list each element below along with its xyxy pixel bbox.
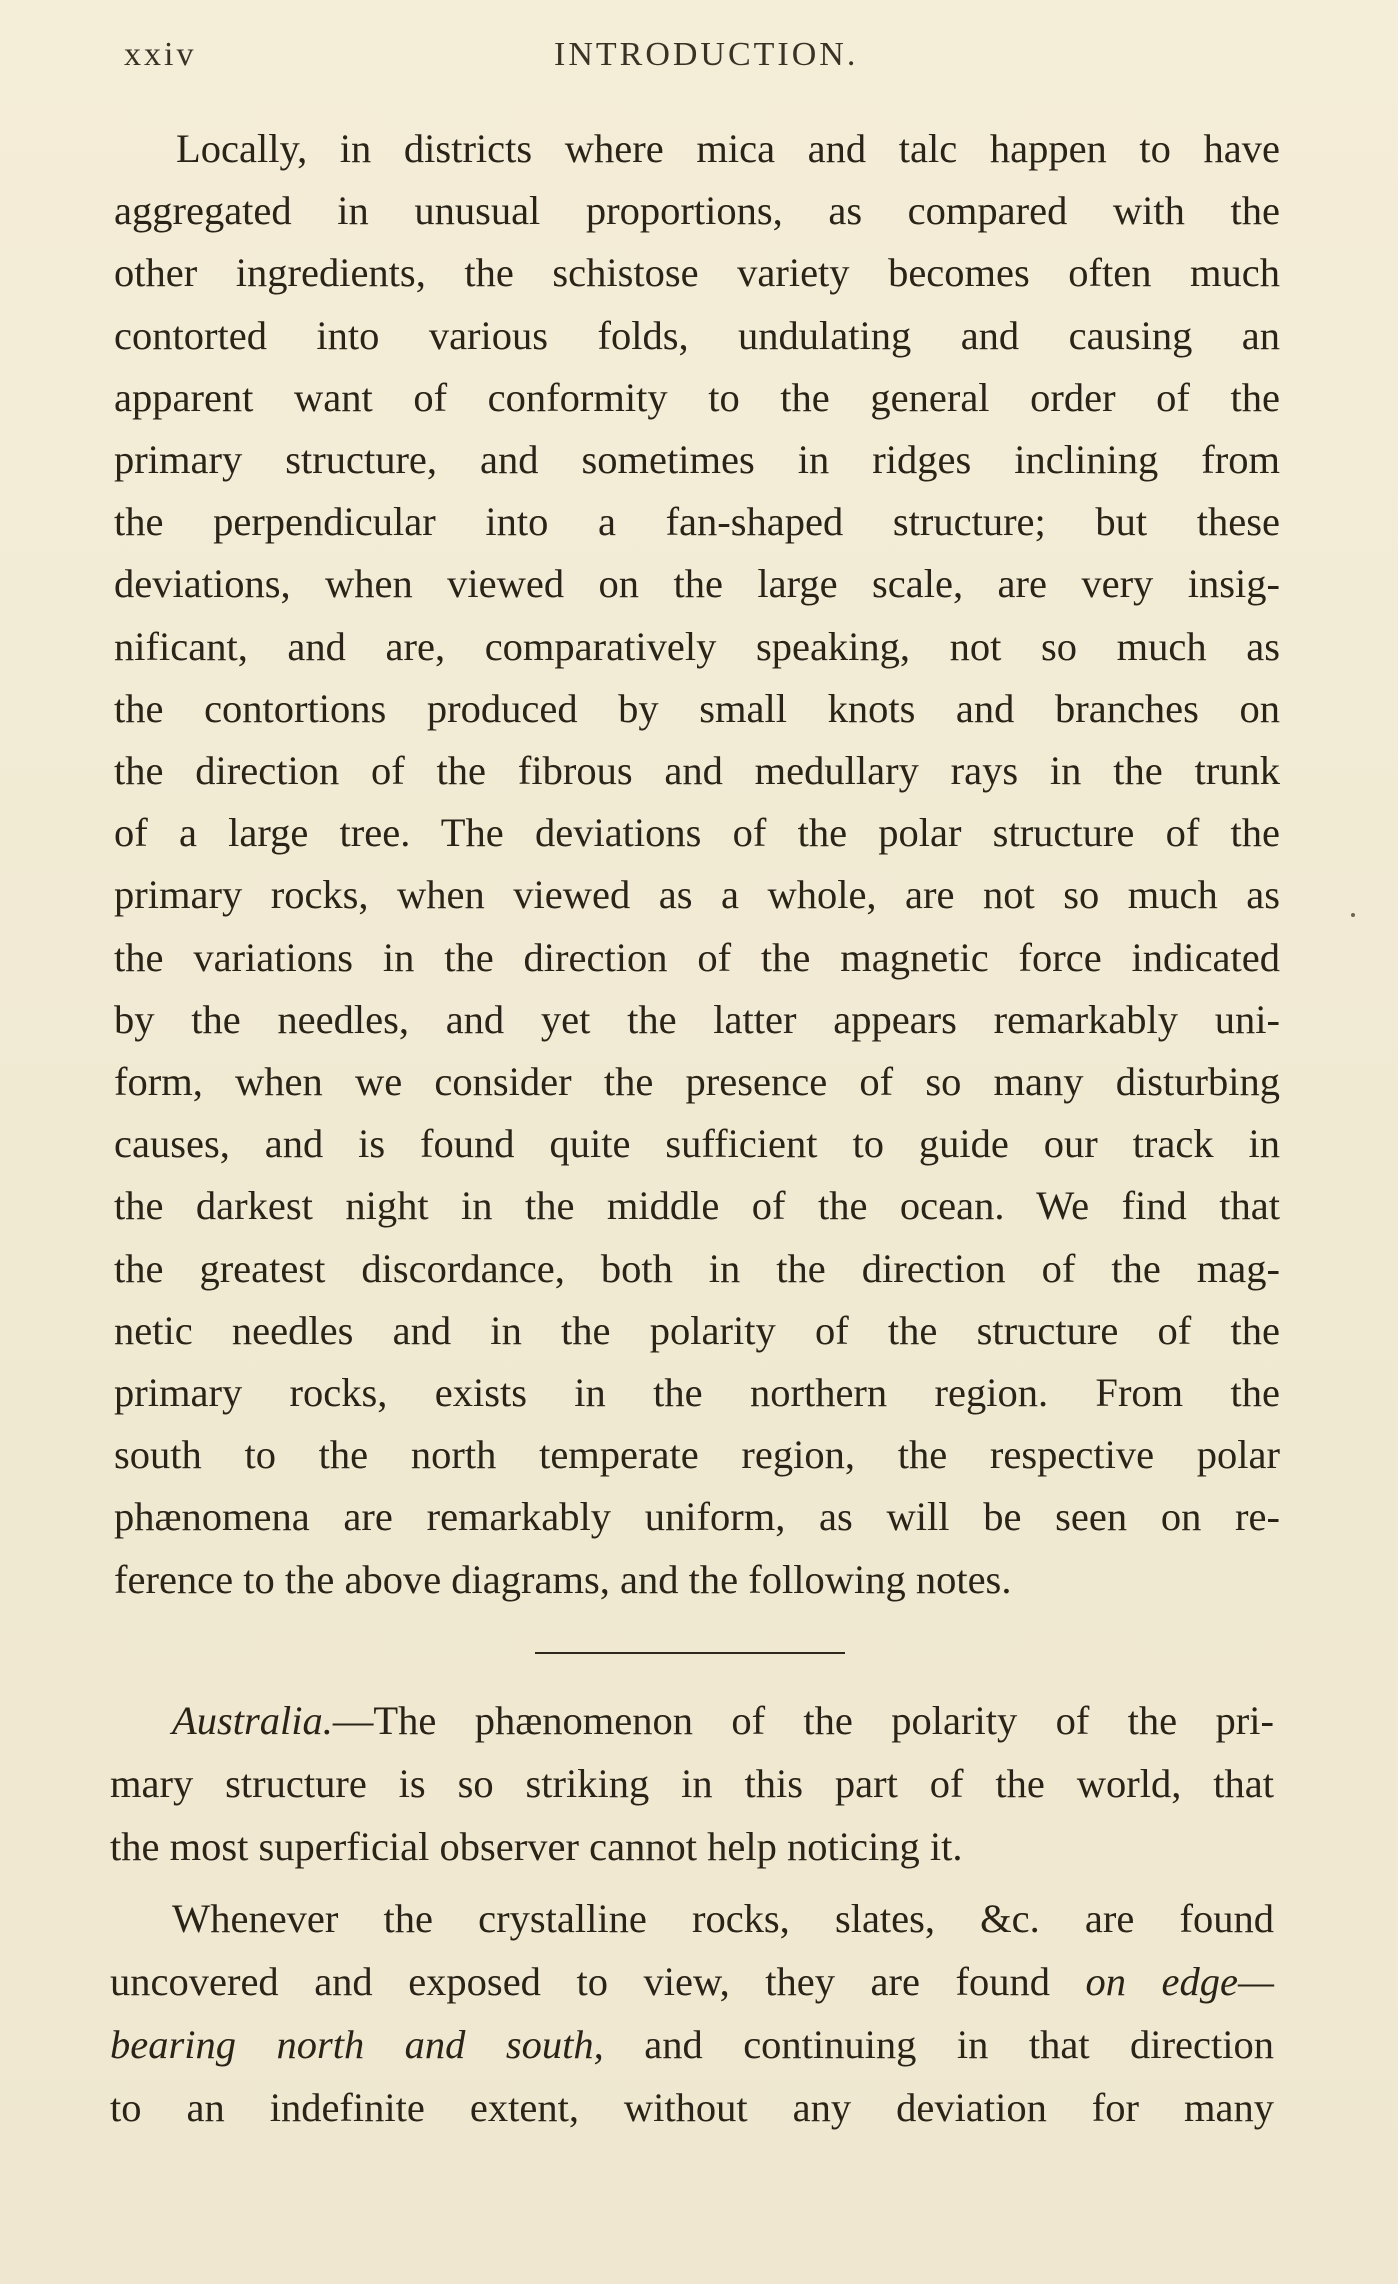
- text-line: south to the north temperate region, the respective polar: [114, 1432, 1280, 1478]
- text-fragment: and continuing in that direction: [603, 2021, 1275, 2067]
- text-line: the most superficial observer cannot help noticing it.: [110, 1823, 963, 1869]
- section-heading-australia: Australia.: [172, 1698, 333, 1743]
- italic-phrase: on edge—: [1085, 1959, 1274, 2005]
- text-line: to an indefinite extent, without any deviation for many: [110, 2084, 1274, 2130]
- text-line: by the needles, and yet the latter appears remarkably uni-: [114, 996, 1280, 1042]
- text-line: form, when we consider the presence of so many disturbing: [114, 1059, 1280, 1105]
- running-head: [124, 36, 1284, 80]
- text-line: contorted into various folds, undulating and causing an: [114, 312, 1280, 358]
- text-line: the greatest discordance, both in the direction of the mag-: [114, 1245, 1280, 1291]
- page-number: xxiv: [124, 36, 197, 73]
- text-line: [110, 2014, 1274, 2077]
- text-fragment: uncovered and exposed to view, they are found: [110, 1959, 1086, 2005]
- text-line: mary structure is so striking in this part of the world, that: [110, 1760, 1274, 1806]
- text-line: of a large tree. The deviations of the polar structure of the: [114, 810, 1280, 856]
- text-line: apparent want of conformity to the general order of the: [114, 374, 1280, 420]
- text-line: [110, 1951, 1274, 2014]
- text-line: causes, and is found quite sufficient to guide our track in: [114, 1121, 1280, 1167]
- section-divider: [535, 1652, 845, 1654]
- text-line: other ingredients, the schistose variety becomes often much: [114, 250, 1280, 296]
- text-line: Locally, in districts where mica and talc happen to have: [176, 126, 1280, 171]
- section-australia: [110, 1690, 1274, 2140]
- text-line: phænomena are remarkably uniform, as will be seen on re-: [114, 1494, 1280, 1540]
- text-line: the darkest night in the middle of the ocean. We find that: [114, 1183, 1280, 1229]
- text-line: netic needles and in the polarity of the structure of the: [114, 1307, 1280, 1353]
- paragraph-gap: [110, 1878, 1274, 1888]
- text-line: [110, 1690, 1274, 1753]
- text-line: the perpendicular into a fan-shaped structure; but these: [114, 499, 1280, 545]
- text-line: the direction of the fibrous and medullary rays in the trunk: [114, 748, 1280, 794]
- running-title: INTRODUCTION.: [554, 36, 859, 73]
- text-line: nificant, and are, comparatively speaking, not so much as: [114, 623, 1280, 669]
- text-line: primary rocks, exists in the northern region. From the: [114, 1370, 1280, 1416]
- text-line: primary rocks, when viewed as a whole, are not so much as: [114, 872, 1280, 918]
- paragraph-locally: [114, 118, 1280, 1611]
- text-line: aggregated in unusual proportions, as compared with the: [114, 188, 1280, 234]
- text-line: the variations in the direction of the magnetic force indicated: [114, 934, 1280, 980]
- text-line: the contortions produced by small knots and branches on: [114, 685, 1280, 731]
- paper-speck: [1351, 913, 1355, 917]
- text-line: primary structure, and sometimes in ridges inclining from: [114, 437, 1280, 483]
- text-line: deviations, when viewed on the large scale, are very insig-: [114, 561, 1280, 607]
- text-line: Whenever the crystalline rocks, slates, &c. are found: [172, 1896, 1274, 1942]
- italic-phrase: bearing north and south,: [110, 2021, 604, 2067]
- text-fragment: —The phænomenon of the polarity of the pri-: [332, 1698, 1274, 1743]
- text-line: ference to the above diagrams, and the following notes.: [114, 1556, 1012, 1602]
